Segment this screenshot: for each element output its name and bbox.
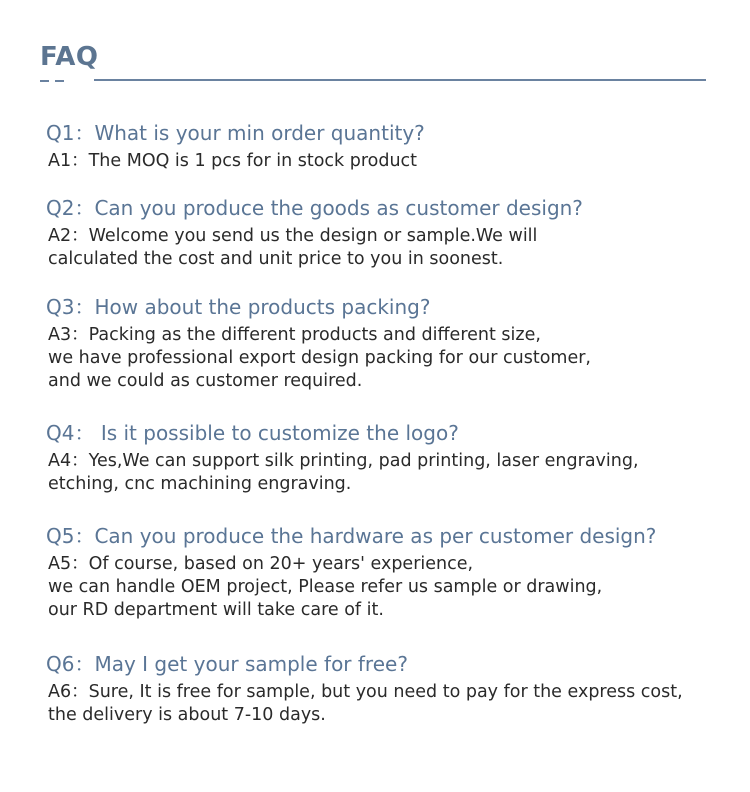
answer-line: we can handle OEM project, Please refer us sample or drawing, [48, 577, 603, 597]
answer-line: etching, cnc machining engraving. [48, 474, 352, 494]
faq-item-4 [46, 420, 639, 496]
answer-5 [48, 553, 656, 622]
answer-line: our RD department will take care of it. [48, 600, 384, 620]
answer-line: A3：Packing as the different products and different size, [48, 325, 541, 345]
question-1: Q1：What is your min order quantity? [46, 121, 425, 145]
page-title: FAQ [40, 42, 99, 72]
answer-line: A2：Welcome you send us the design or sample.We will [48, 226, 538, 246]
answer-1 [48, 150, 425, 173]
answer-line: we have professional export design packing for our customer, [48, 348, 591, 368]
question-6: Q6：May I get your sample for free? [46, 652, 408, 676]
answer-3 [48, 324, 591, 393]
answer-2 [48, 225, 583, 271]
answer-line: A1：The MOQ is 1 pcs for in stock product [48, 151, 418, 171]
answer-line: and we could as customer required. [48, 371, 363, 391]
header-dash [55, 80, 64, 82]
faq-item-1 [46, 120, 425, 173]
answer-line: the delivery is about 7-10 days. [48, 705, 326, 725]
header-dash [40, 80, 49, 82]
faq-item-3 [46, 294, 591, 393]
answer-line: A4：Yes,We can support silk printing, pad printing, laser engraving, [48, 451, 639, 471]
question-4: Q4： Is it possible to customize the logo? [46, 421, 459, 445]
faq-item-5 [46, 523, 656, 622]
question-5: Q5：Can you produce the hardware as per customer design? [46, 524, 657, 548]
answer-line: calculated the cost and unit price to you in soonest. [48, 249, 504, 269]
answer-line: A5：Of course, based on 20+ years' experience, [48, 554, 474, 574]
answer-4 [48, 450, 639, 496]
header-underline [94, 79, 706, 81]
faq-item-6 [46, 651, 683, 727]
question-2: Q2：Can you produce the goods as customer design? [46, 196, 583, 220]
faq-header [40, 40, 706, 74]
answer-6 [48, 681, 683, 727]
faq-item-2 [46, 195, 583, 271]
answer-line: A6：Sure, It is free for sample, but you need to pay for the express cost, [48, 682, 683, 702]
question-3: Q3：How about the products packing? [46, 295, 431, 319]
